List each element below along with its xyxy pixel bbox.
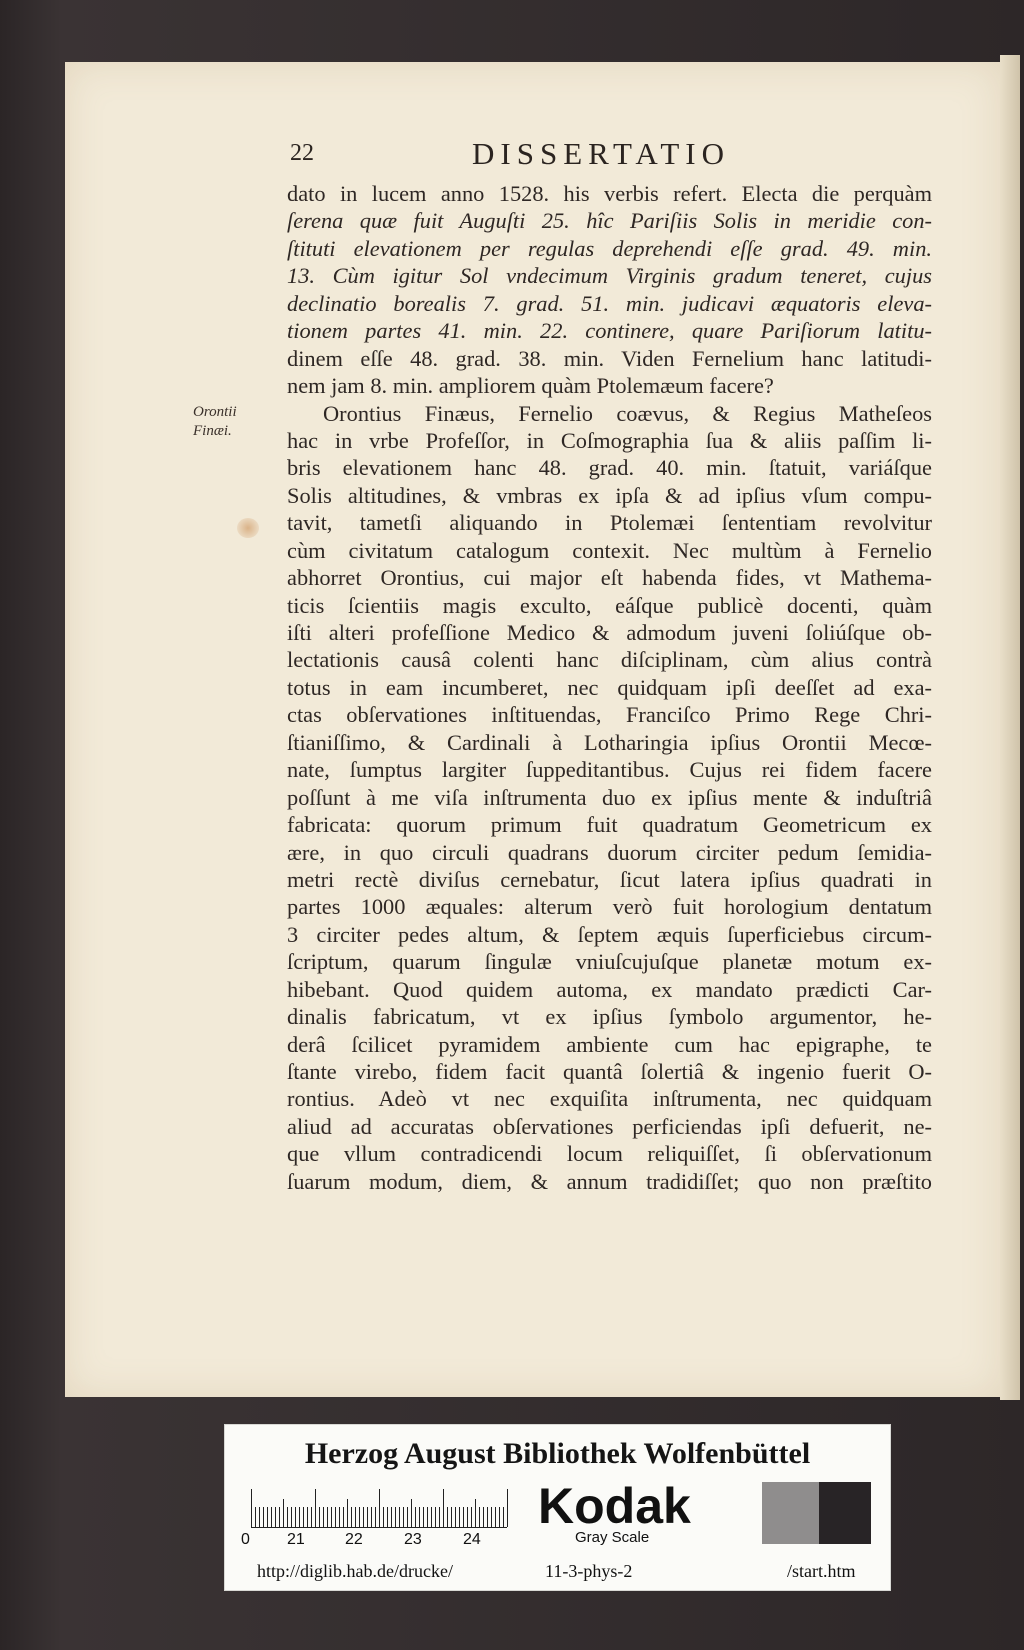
- text-line: 13. Cùm igitur Sol vndecimum Virginis gradum teneret, cujus: [287, 263, 932, 289]
- ruler-tick: [403, 1507, 404, 1527]
- ruler-tick: [447, 1507, 448, 1527]
- ruler-tick: [455, 1507, 456, 1527]
- ruler-tick: [267, 1507, 268, 1527]
- text-line: ſtante virebo, fidem facit quantâ ſolertiâ & ingenio fuerit O-: [287, 1059, 932, 1084]
- ruler-tick: [363, 1507, 364, 1527]
- ruler-tick: [427, 1507, 428, 1527]
- text-line: ære, in quo circuli quadrans duorum circiter pedum ſemidia-: [287, 839, 932, 865]
- ruler-tick: [371, 1507, 372, 1527]
- ruler-tick: [295, 1507, 296, 1527]
- text-line: tionem partes 41. min. 22. continere, quare Pariſiorum latitu-: [287, 318, 932, 344]
- ruler-tick: [491, 1507, 492, 1527]
- text-line: fabricata: quorum primum fuit quadratum Geometricum ex: [287, 812, 932, 838]
- text-line: iſti alteri profeſſione Medico & admodum juveni ſoliúſque ob-: [287, 620, 932, 645]
- text-line: tavit, tametſi aliquando in Ptolemæi ſententiam revolvitur: [287, 510, 932, 536]
- ruler-tick: [499, 1507, 500, 1527]
- ruler-tick: [335, 1507, 336, 1527]
- library-label: [224, 1424, 891, 1591]
- ruler-tick: [503, 1507, 504, 1527]
- ruler-tick: [419, 1507, 420, 1527]
- ruler-tick: [339, 1507, 340, 1527]
- ruler-tick: [323, 1507, 324, 1527]
- ruler-tick: [475, 1499, 476, 1527]
- ruler-tick: [399, 1507, 400, 1527]
- text-line: partes 1000 æquales: alterum verò fuit horologium dentatum: [287, 894, 932, 920]
- page-edge: [1000, 55, 1020, 1400]
- text-line: ticis ſcientiis magis exculto, eáſque publicè docenti, quàm: [287, 592, 932, 618]
- ruler-tick: [487, 1507, 488, 1527]
- ruler-tick: [251, 1489, 252, 1527]
- scale-ruler: [251, 1487, 507, 1528]
- ruler-tick: [507, 1489, 508, 1527]
- gray-scale-label: Gray Scale: [575, 1529, 650, 1546]
- ruler-tick: [387, 1507, 388, 1527]
- ruler-tick: [319, 1507, 320, 1527]
- ruler-tick: [263, 1507, 264, 1527]
- kodak-logo: Kodak: [538, 1478, 691, 1534]
- text-line: cùm civitatum catalogum contexit. Nec multùm à Fernelio: [287, 537, 932, 563]
- ruler-tick: [471, 1507, 472, 1527]
- text-line: 3 circiter pedes altum, & ſeptem æquis ſuperficiebus circum-: [287, 921, 932, 947]
- ruler-tick: [279, 1507, 280, 1527]
- ruler-tick: [391, 1507, 392, 1527]
- text-line: Orontius Finæus, Fernelio coævus, & Regius Matheſeos: [323, 400, 932, 426]
- text-line: declinatio borealis 7. grad. 51. min. judicavi æquatoris eleva-: [287, 290, 932, 316]
- ruler-tick: [379, 1489, 380, 1527]
- ruler-tick: [287, 1507, 288, 1527]
- text-line: dinem eſſe 48. grad. 38. min. Viden Fernelium hanc latitudi-: [287, 345, 932, 371]
- text-line: lectationis causâ colenti hanc diſciplinam, cùm alius contrà: [287, 647, 932, 673]
- running-title: DISSERTATIO: [472, 136, 730, 171]
- ruler-number: 23: [404, 1531, 422, 1548]
- ruler-tick: [443, 1489, 444, 1527]
- text-line: ſtianiſſimo, & Cardinali à Lotharingia ipſius Orontii Mecœ-: [287, 729, 932, 755]
- ruler-number: 22: [345, 1531, 363, 1548]
- ruler-tick: [383, 1507, 384, 1527]
- url-base: http://diglib.hab.de/drucke/: [257, 1561, 453, 1581]
- text-line: aliud ad accuratas obſervationes perficiendas ipſi defuerit, ne-: [287, 1113, 932, 1139]
- gray-swatch-dark: [819, 1482, 871, 1544]
- ruler-tick: [311, 1507, 312, 1527]
- ink-stain: [237, 518, 259, 538]
- text-line: ctas obſervationes inſtituendas, Franciſco Primo Rege Chri-: [287, 702, 932, 728]
- text-line: ſtituti elevationem per regulas deprehendi eſſe grad. 49. min.: [287, 235, 932, 261]
- ruler-tick: [303, 1507, 304, 1527]
- page-header: [290, 136, 940, 176]
- ruler-tick: [299, 1507, 300, 1527]
- ruler-tick: [495, 1507, 496, 1527]
- ruler-tick: [479, 1507, 480, 1527]
- ruler-tick: [359, 1507, 360, 1527]
- text-line: rontius. Adeò vt nec exquiſita inſtrumenta, nec quidquam: [287, 1086, 932, 1112]
- url-end: /start.htm: [787, 1561, 856, 1581]
- ruler-number: 21: [287, 1531, 305, 1548]
- text-line: nate, ſumptus largiter ſuppeditantibus. Cujus rei fidem facere: [287, 757, 932, 783]
- ruler-tick: [283, 1499, 284, 1527]
- text-line: ſerena quæ fuit Auguſti 25. hîc Pariſiis Solis in meridie con-: [287, 208, 932, 234]
- text-line: bris elevationem hanc 48. grad. 40. min. ſtatuit, variáſque: [287, 455, 932, 481]
- ruler-tick: [315, 1489, 316, 1527]
- text-line: que vllum contradicendi locum reliquiſſet, ſi obſervationum: [287, 1141, 932, 1167]
- ruler-tick: [451, 1507, 452, 1527]
- ruler-tick: [439, 1507, 440, 1527]
- ruler-tick: [275, 1507, 276, 1527]
- ruler-tick: [367, 1507, 368, 1527]
- ruler-tick: [331, 1507, 332, 1527]
- ruler-number: 24: [463, 1531, 481, 1548]
- ruler-tick: [291, 1507, 292, 1527]
- page-number: 22: [290, 140, 314, 166]
- text-line: hac in vrbe Profeſſor, in Coſmographia ſua & aliis paſſim li-: [287, 427, 932, 453]
- text-line: dinalis fabricatum, vt ex ipſius ſymbolo argumentor, he-: [287, 1004, 932, 1030]
- text-line: derâ ſcilicet pyramidem ambiente cum hac epigraphe, te: [287, 1031, 932, 1057]
- ruler-tick: [259, 1507, 260, 1527]
- ruler-tick: [431, 1507, 432, 1527]
- text-line: ſcriptum, quarum ſingulæ vniuſcujuſque planetæ motum ex-: [287, 949, 932, 975]
- ruler-tick: [271, 1507, 272, 1527]
- ruler-tick: [415, 1507, 416, 1527]
- text-line: nem jam 8. min. ampliorem quàm Ptolemæum facere?: [287, 373, 774, 399]
- text-line: metri rectè diviſus cernebatur, ſicut latera ipſius quadrati in: [287, 866, 932, 892]
- ruler-tick: [423, 1507, 424, 1527]
- ruler-tick: [347, 1499, 348, 1527]
- ruler-tick: [435, 1507, 436, 1527]
- ruler-tick: [255, 1507, 256, 1527]
- ruler-tick: [355, 1507, 356, 1527]
- ruler-tick: [459, 1507, 460, 1527]
- text-line: totus in eam incumberet, nec quidquam ipſi deeſſet ad exa-: [287, 674, 932, 700]
- text-line: ſuarum modum, diem, & annum tradidiſſet; quo non præſtito: [287, 1168, 932, 1194]
- url-id: 11-3-phys-2: [545, 1561, 633, 1581]
- body-text: [287, 180, 932, 1195]
- library-name: Herzog August Bibliothek Wolfenbüttel: [304, 1437, 811, 1470]
- margin-note-line: Orontii: [193, 404, 237, 420]
- text-line: poſſunt à me viſa inſtrumenta duo ex ipſius mente & induſtriâ: [287, 784, 932, 810]
- ruler-tick: [343, 1507, 344, 1527]
- ruler-tick: [375, 1507, 376, 1527]
- ruler-tick: [327, 1507, 328, 1527]
- ruler-number: 0: [241, 1531, 250, 1548]
- ruler-tick: [395, 1507, 396, 1527]
- ruler-tick: [351, 1507, 352, 1527]
- ruler-tick: [463, 1507, 464, 1527]
- text-line: abhorret Orontius, cui major eſt habenda fides, vt Mathema-: [287, 565, 932, 591]
- text-line: hibebant. Quod quidem automa, ex mandato prædicti Car-: [287, 976, 932, 1002]
- ruler-tick: [467, 1507, 468, 1527]
- gray-swatch-light: [762, 1482, 819, 1544]
- ruler-tick: [407, 1507, 408, 1527]
- ruler-tick: [307, 1507, 308, 1527]
- text-line: dato in lucem anno 1528. his verbis refert. Electa die perquàm: [287, 181, 932, 206]
- margin-note-line: Finæi.: [193, 423, 232, 439]
- ruler-tick: [411, 1499, 412, 1527]
- text-line: Solis altitudines, & vmbras ex ipſa & ad ipſius vſum compu-: [287, 482, 932, 508]
- ruler-tick: [483, 1507, 484, 1527]
- margin-note: [193, 403, 237, 441]
